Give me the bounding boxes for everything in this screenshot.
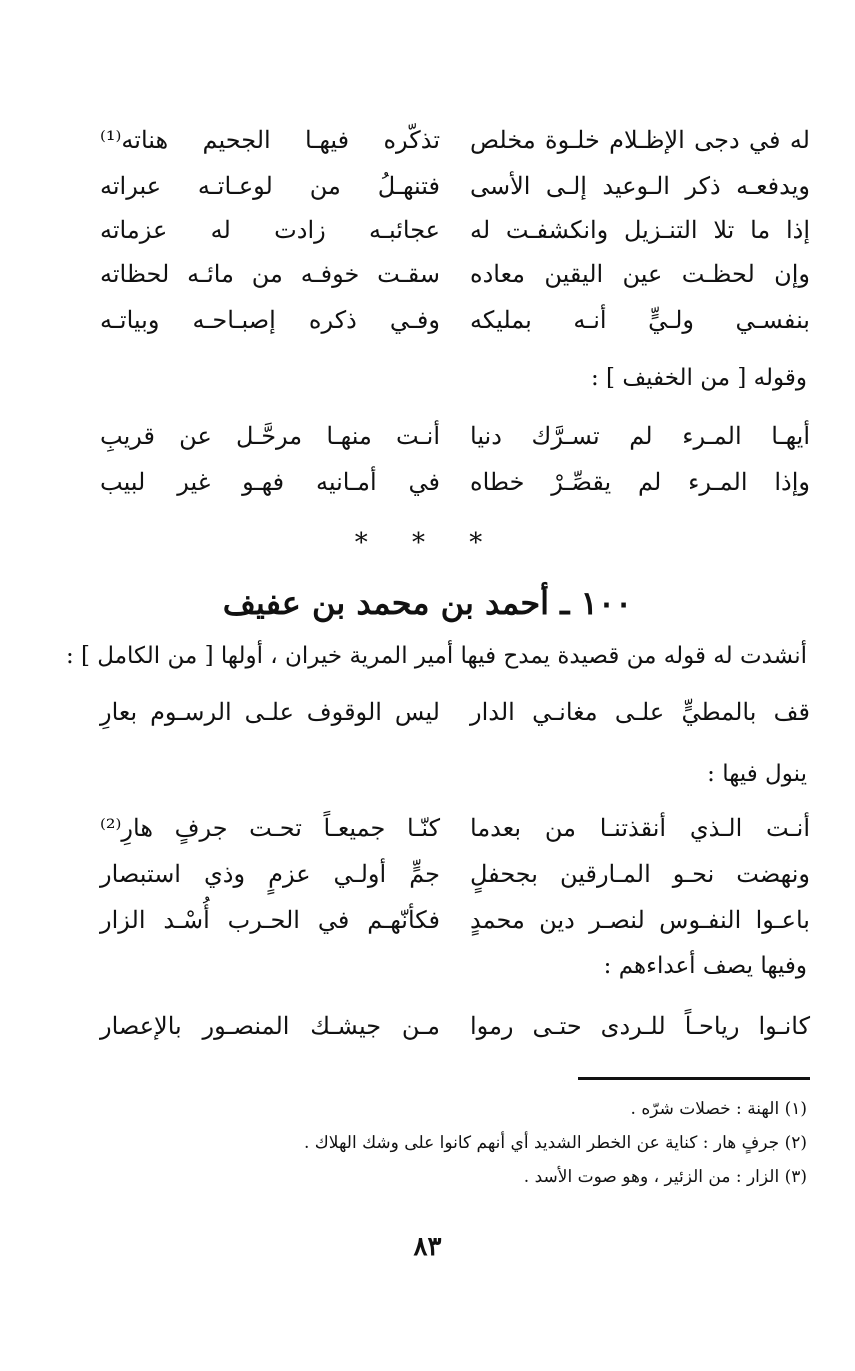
intro-text: وقوله [ من الخفيف ] : — [590, 365, 807, 391]
verse-line — [100, 414, 810, 458]
verse-line — [100, 1004, 810, 1048]
verse-first-hemistich: قف بالمطيٍّ علـى مغانـي الدار — [470, 698, 810, 726]
verse-second-hemistich: عجائبـه زادت له عزماته — [100, 216, 440, 244]
verse-line — [100, 898, 810, 942]
verse-first-hemistich: أنـت الـذي أنقذتنـا من بعدما — [470, 814, 810, 842]
verse-line — [100, 298, 810, 342]
verse-first-hemistich: ويدفعـه ذكر الـوعيد إلـى الأسى — [470, 172, 810, 200]
verse-first-hemistich: وإن لحظـت عين اليقين معاده — [470, 260, 810, 288]
footnote: (٢) جرفٍ هار : كناية عن الخطر الشديد أي أنهم كانوا على وشك الهلاك . — [303, 1133, 807, 1153]
verse-first-hemistich: له في دجى الإظـلام خلـوة مخلص — [470, 126, 810, 154]
verse-line — [100, 852, 810, 896]
verse-line — [100, 164, 810, 208]
verse-first-hemistich: باعـوا النفـوس لنصـر دين محمدٍ — [470, 906, 810, 934]
verse-second-hemistich: سقـت خوفـه من مائـه لحظاته — [100, 260, 440, 288]
intro-text: وفيها يصف أعداءهم : — [603, 953, 807, 979]
verse-first-hemistich: إذا ما تلا التنـزيل وانكشفـت له — [470, 216, 810, 244]
verse-first-hemistich: وإذا المـرء لم يقصِّـرْ خطاه — [470, 468, 810, 496]
verse-second-hemistich: أنـت منهـا مرحَّـل عن قريبِ — [100, 422, 440, 450]
intro-text: ينول فيها : — [707, 761, 807, 787]
verse-second-hemistich: فتنهـلُ من لوعـاتـه عبراته — [100, 172, 440, 200]
verse-line — [100, 690, 810, 734]
section-separator: * * * — [354, 528, 501, 558]
verse-second-hemistich: كنّـا جميعـاً تحـت جرفٍ هارِ⁽²⁾ — [100, 814, 440, 842]
verse-line — [100, 118, 810, 162]
intro-text: أنشدت له قوله من قصيدة يمدح فيها أمير المرية خيران ، أولها [ من الكامل ] : — [65, 643, 807, 669]
footnote: (٣) الزار : من الزئير ، وهو صوت الأسد . — [523, 1167, 807, 1187]
verse-second-hemistich: جمٍّ أولـي عزمٍ وذي استبصار — [100, 860, 440, 888]
verse-first-hemistich: أيهـا المـرء لم تسـرَّك دنيا — [470, 422, 810, 450]
footnote-divider — [578, 1077, 810, 1080]
section-heading: ١٠٠ ـ أحمد بن محمد بن عفيف — [222, 584, 633, 622]
verse-first-hemistich: بنفسـي ولـيٍّ أنـه بمليكه — [470, 306, 810, 334]
page-number: ٨٣ — [413, 1232, 442, 1262]
verse-second-hemistich: فكأنّهـم في الحـرب أُسْـد الزار — [100, 906, 440, 934]
verse-first-hemistich: ونهضت نحـو المـارقين بجحفلٍ — [470, 860, 810, 888]
verse-first-hemistich: كانـوا رياحـاً للـردى حتـى رموا — [470, 1012, 810, 1040]
verse-second-hemistich: في أمـانيه فهـو غير لبيب — [100, 468, 440, 496]
footnote: (١) الهنة : خصلات شرّه . — [630, 1099, 807, 1119]
verse-line — [100, 208, 810, 252]
verse-line — [100, 806, 810, 850]
verse-line — [100, 460, 810, 504]
verse-second-hemistich: ليس الوقوف علـى الرسـوم بعارِ — [100, 698, 440, 726]
verse-second-hemistich: وفـي ذكره إصبـاحـه وبياتـه — [100, 306, 440, 334]
verse-second-hemistich: تذكّره فيهـا الجحيم هناته⁽¹⁾ — [100, 126, 440, 154]
verse-second-hemistich: مـن جيشـك المنصـور بالإعصار — [100, 1012, 440, 1040]
verse-line — [100, 252, 810, 296]
